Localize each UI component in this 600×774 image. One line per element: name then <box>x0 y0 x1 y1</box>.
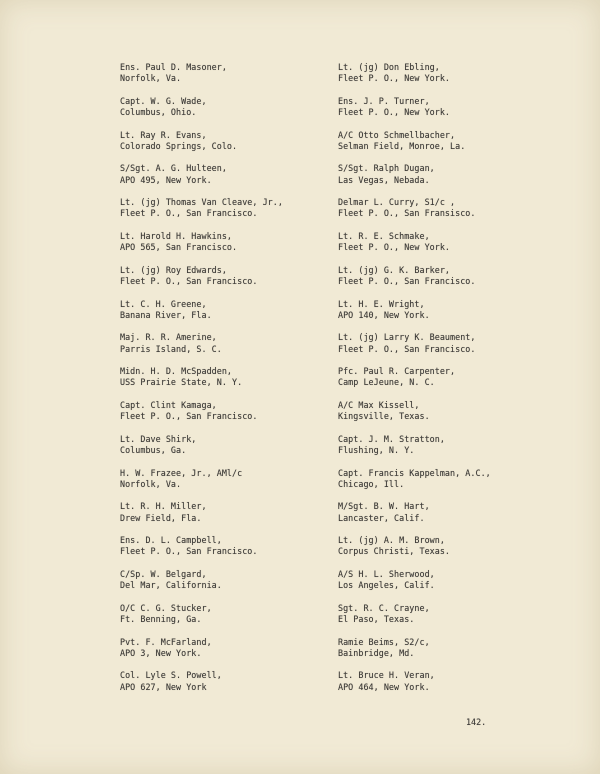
entry-address: Selman Field, Monroe, La. <box>338 140 466 151</box>
address-entry <box>338 265 520 299</box>
entry-name: Lt. Harold H. Hawkins, <box>120 230 233 241</box>
entry-name: Lt. (jg) Roy Edwards, <box>120 264 227 275</box>
entry-address: USS Prairie State, N. Y. <box>120 377 243 388</box>
address-entry <box>338 163 520 197</box>
entry-name: A/C Max Kissell, <box>338 399 420 410</box>
entry-name: Lt. C. H. Greene, <box>120 298 207 309</box>
address-entry <box>120 62 338 96</box>
address-entry <box>338 400 520 434</box>
address-entry <box>338 468 520 502</box>
entry-address: Fleet P. O., San Francisco. <box>120 275 258 286</box>
entry-name: Pfc. Paul R. Carpenter, <box>338 366 456 377</box>
address-entry <box>338 62 520 96</box>
right-address-column <box>338 62 520 704</box>
entry-name: Ens. D. L. Campbell, <box>120 535 222 546</box>
left-address-column <box>120 62 338 704</box>
entry-name: Midn. H. D. McSpadden, <box>120 366 233 377</box>
entry-name: Capt. W. G. Wade, <box>120 95 207 106</box>
entry-name: Delmar L. Curry, S1/c , <box>338 197 456 208</box>
entry-address: APO 3, New York. <box>120 647 202 658</box>
entry-name: Lt. Dave Shirk, <box>120 433 197 444</box>
entry-address: Fleet P. O., San Francisco. <box>338 343 476 354</box>
entry-name: O/C C. G. Stucker, <box>120 602 212 613</box>
entry-address: Fleet P. O., San Francisco. <box>120 546 258 557</box>
entry-name: A/S H. L. Sherwood, <box>338 568 435 579</box>
address-entry <box>120 670 338 704</box>
entry-name: M/Sgt. B. W. Hart, <box>338 501 430 512</box>
entry-name: Lt. R. E. Schmake, <box>338 230 430 241</box>
address-entry <box>338 366 520 400</box>
entry-address: APO 464, New York. <box>338 681 430 692</box>
address-entry <box>338 603 520 637</box>
entry-name: C/Sp. W. Belgard, <box>120 568 207 579</box>
address-entry <box>338 231 520 265</box>
page-number: 142. <box>466 717 487 727</box>
entry-address: APO 495, New York. <box>120 174 212 185</box>
entry-name: Maj. R. R. Amerine, <box>120 332 217 343</box>
entry-address: Parris Island, S. C. <box>120 343 222 354</box>
entry-name: Lt. (jg) Larry K. Beaument, <box>338 332 476 343</box>
entry-name: Capt. Clint Kamaga, <box>120 399 217 410</box>
entry-name: Lt. H. E. Wright, <box>338 298 425 309</box>
entry-name: Capt. Francis Kappelman, A.C., <box>338 467 491 478</box>
address-entry <box>338 569 520 603</box>
address-entry <box>120 96 338 130</box>
entry-name: Ens. Paul D. Masoner, <box>120 62 227 72</box>
entry-address: Norfolk, Va. <box>120 478 182 489</box>
address-entry <box>120 299 338 333</box>
address-entry <box>120 501 338 535</box>
address-entry <box>120 197 338 231</box>
address-entry <box>120 434 338 468</box>
entry-name: Lt. R. H. Miller, <box>120 501 207 512</box>
entry-name: Lt. (jg) A. M. Brown, <box>338 535 445 546</box>
entry-address: Columbus, Ohio. <box>120 107 197 117</box>
address-entry <box>120 603 338 637</box>
address-entry <box>338 299 520 333</box>
entry-address: Los Angeles, Calif. <box>338 580 435 591</box>
entry-name: Lt. Bruce H. Veran, <box>338 670 435 681</box>
entry-address: APO 565, San Francisco. <box>120 242 238 253</box>
entry-address: Banana River, Fla. <box>120 309 212 320</box>
entry-name: S/Sgt. A. G. Hulteen, <box>120 163 227 174</box>
entry-address: Fleet P. O., San Francisco. <box>120 411 258 422</box>
address-entry <box>120 535 338 569</box>
entry-address: Camp LeJeune, N. C. <box>338 377 435 388</box>
entry-address: Ft. Benning, Ga. <box>120 613 202 624</box>
entry-address: Flushing, N. Y. <box>338 444 415 455</box>
entry-name: Col. Lyle S. Powell, <box>120 670 222 681</box>
address-entry <box>338 637 520 671</box>
entry-name: Sgt. R. C. Crayne, <box>338 602 430 613</box>
entry-name: Lt. (jg) Don Ebling, <box>338 62 440 72</box>
entry-address: Columbus, Ga. <box>120 444 187 455</box>
address-entry <box>120 163 338 197</box>
entry-address: Bainbridge, Md. <box>338 647 415 658</box>
address-entry <box>338 96 520 130</box>
entry-name: Lt. Ray R. Evans, <box>120 129 207 140</box>
entry-name: A/C Otto Schmellbacher, <box>338 129 456 140</box>
address-entry <box>120 468 338 502</box>
entry-address: Del Mar, California. <box>120 580 222 591</box>
address-entry <box>338 197 520 231</box>
entry-address: Colorado Springs, Colo. <box>120 140 238 151</box>
address-entry <box>338 332 520 366</box>
address-entry <box>338 130 520 164</box>
entry-address: Fleet P. O., San Francisco. <box>120 208 258 219</box>
entry-address: Fleet P. O., New York. <box>338 73 451 84</box>
entry-name: Pvt. F. McFarland, <box>120 636 212 647</box>
address-entry <box>120 130 338 164</box>
entry-name: Ramie Beims, S2/c, <box>338 636 430 647</box>
address-entry <box>120 332 338 366</box>
entry-address: Lancaster, Calif. <box>338 512 425 523</box>
entry-address: Las Vegas, Nebada. <box>338 174 430 185</box>
address-entry <box>120 265 338 299</box>
address-entry <box>338 535 520 569</box>
entry-address: Norfolk, Va. <box>120 73 182 84</box>
entry-address: El Paso, Texas. <box>338 613 415 624</box>
entry-address: Fleet P. O., New York. <box>338 107 451 117</box>
address-entry <box>338 434 520 468</box>
address-entry <box>120 366 338 400</box>
entry-address: Fleet P. O., San Fransisco. <box>338 208 476 219</box>
entry-address: Chicago, Ill. <box>338 478 405 489</box>
entry-name: Lt. (jg) Thomas Van Cleave, Jr., <box>120 197 283 208</box>
entry-name: Lt. (jg) G. K. Barker, <box>338 264 451 275</box>
entry-address: APO 140, New York. <box>338 309 430 320</box>
entry-address: Fleet P. O., New York. <box>338 242 451 253</box>
entry-address: Drew Field, Fla. <box>120 512 202 523</box>
address-columns <box>120 62 520 704</box>
entry-name: Capt. J. M. Stratton, <box>338 433 445 444</box>
entry-address: Corpus Christi, Texas. <box>338 546 451 557</box>
entry-name: H. W. Frazee, Jr., AMl/c <box>120 467 243 478</box>
address-entry <box>120 569 338 603</box>
address-entry <box>120 637 338 671</box>
entry-name: Ens. J. P. Turner, <box>338 95 430 106</box>
address-entry <box>120 400 338 434</box>
address-entry <box>120 231 338 265</box>
entry-address: Kingsville, Texas. <box>338 411 430 422</box>
address-entry <box>338 670 520 704</box>
address-entry <box>338 501 520 535</box>
entry-address: APO 627, New York <box>120 681 207 692</box>
entry-address: Fleet P. O., San Francisco. <box>338 275 476 286</box>
entry-name: S/Sgt. Ralph Dugan, <box>338 163 435 174</box>
